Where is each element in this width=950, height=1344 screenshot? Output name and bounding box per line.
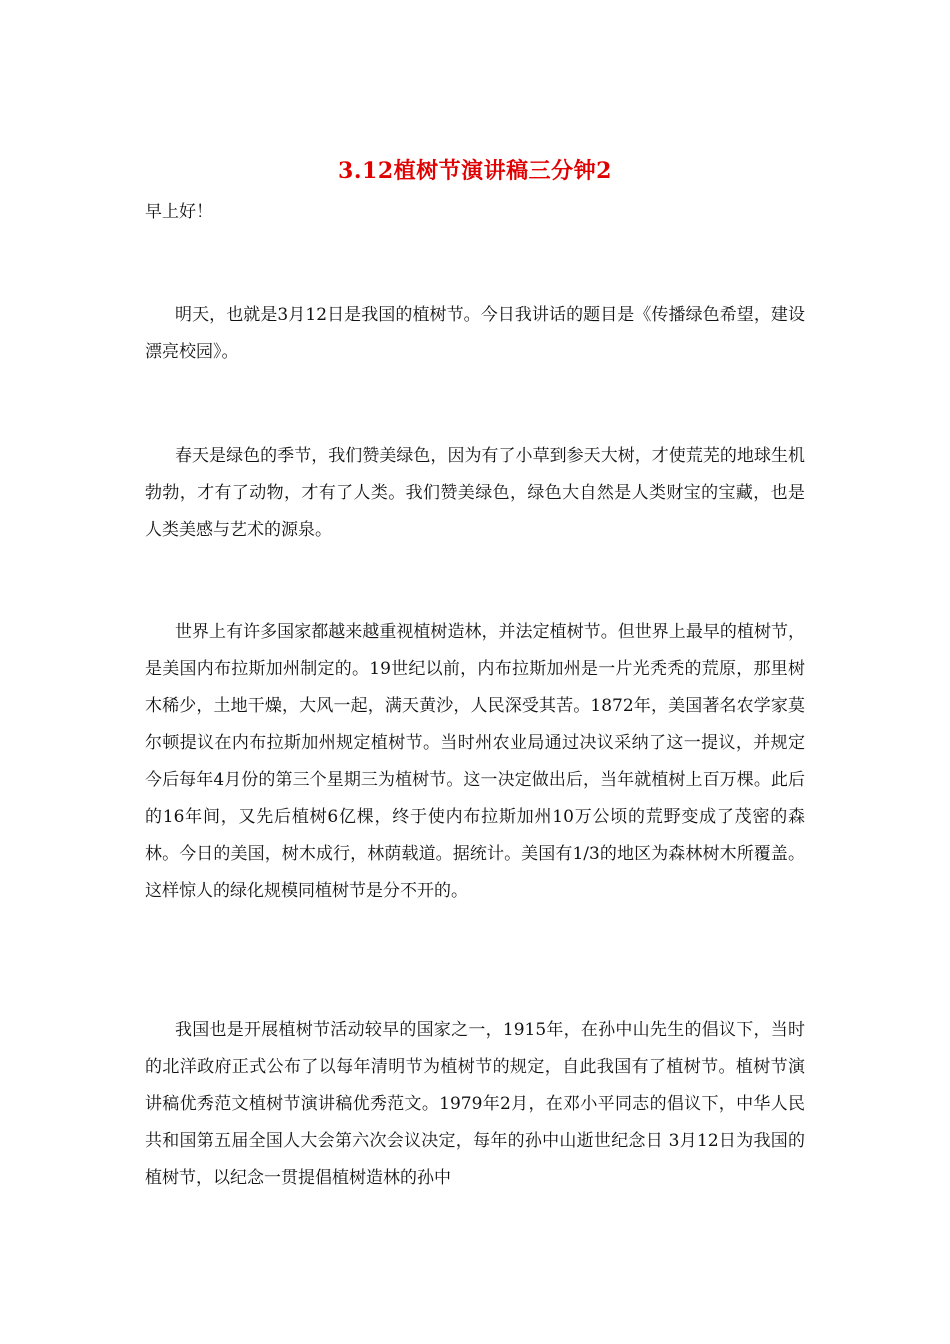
paragraph-1: 明天，也就是3月12日是我国的植树节。今日我讲话的题目是《传播绿色希望，建设漂亮校园》。 xyxy=(145,305,805,362)
paragraph-4: 我国也是开展植树节活动较早的国家之一，1915年，在孙中山先生的倡议下，当时的北洋政府正式公布了以每年清明节为植树节的规定，自此我国有了植树节。植树节演讲稿优秀范文植树节演讲稿优秀范文。1979年2月，在邓小平同志的倡议下，中华人民共和国第五届全国人大会第六次会议决定，每年的孙中山逝世纪念日 3月12日为我国的植树节，以纪念一贯提倡植树造林的孙中 xyxy=(145,1020,805,1188)
greeting-text: 早上好！ xyxy=(145,202,213,222)
paragraph-3: 世界上有许多国家都越来越重视植树造林，并法定植树节。但世界上最早的植树节，是美国内布拉斯加州制定的。19世纪以前，内布拉斯加州是一片光秃秃的荒原，那里树木稀少，土地干燥，大风一起，满天黄沙，人民深受其苦。1872年，美国著名农学家莫尔顿提议在内布拉斯加州规定植树节。当时州农业局通过决议采纳了这一提议，并规定今后每年4月份的第三个星期三为植树节。这一决定做出后，当年就植树上百万棵。此后的16年间，又先后植树6亿棵，终于使内布拉斯加州10万公顷的荒野变成了茂密的森林。今日的美国，树木成行，林荫载道。据统计。美国有1/3的地区为森林树木所覆盖。这样惊人的绿化规模同植树节是分不开的。 xyxy=(145,622,805,901)
paragraph-2: 春天是绿色的季节，我们赞美绿色，因为有了小草到参天大树，才使荒芜的地球生机勃勃，才有了动物，才有了人类。我们赞美绿色，绿色大自然是人类财宝的宝藏，也是人类美感与艺术的源泉。 xyxy=(145,446,805,540)
document-title: 3.12植树节演讲稿三分钟2 xyxy=(338,158,612,184)
